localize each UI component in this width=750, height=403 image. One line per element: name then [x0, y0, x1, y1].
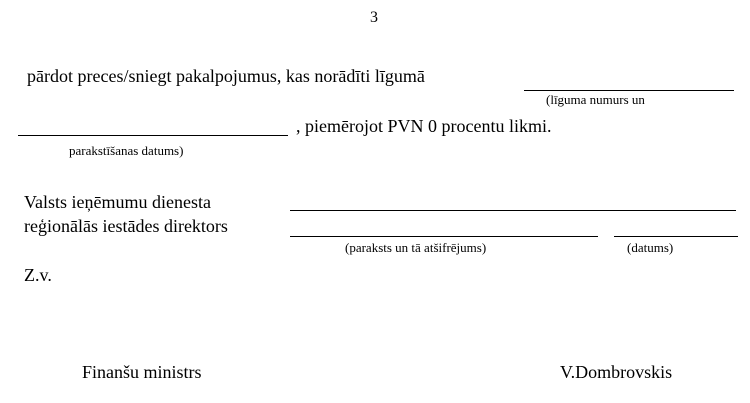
date-blank [614, 236, 738, 237]
clause-line2-text: , piemērojot PVN 0 procentu likmi. [296, 116, 552, 136]
director-role-line1: Valsts ieņēmumu dienesta [24, 192, 211, 212]
signing-date-caption: parakstīšanas datums) [69, 143, 184, 158]
minister-name: V.Dombrovskis [560, 362, 673, 382]
signature-blank [290, 236, 598, 237]
minister-position: Finanšu ministrs [82, 362, 202, 382]
clause-line1-text: pārdot preces/sniegt pakalpojumus, kas norādīti līgumā [27, 66, 425, 86]
signing-date-blank [18, 135, 288, 136]
contract-number-caption: (līguma numurs un [546, 92, 645, 107]
signature-caption: (paraksts un tā atšifrējums) [345, 240, 487, 255]
page-number: 3 [370, 9, 378, 26]
seal-mark: Z.v. [24, 265, 52, 285]
director-role-line2: reģionālās iestādes direktors [24, 216, 228, 236]
date-caption: (datums) [627, 240, 674, 255]
director-upper-blank [290, 210, 736, 211]
contract-number-blank [524, 90, 734, 91]
